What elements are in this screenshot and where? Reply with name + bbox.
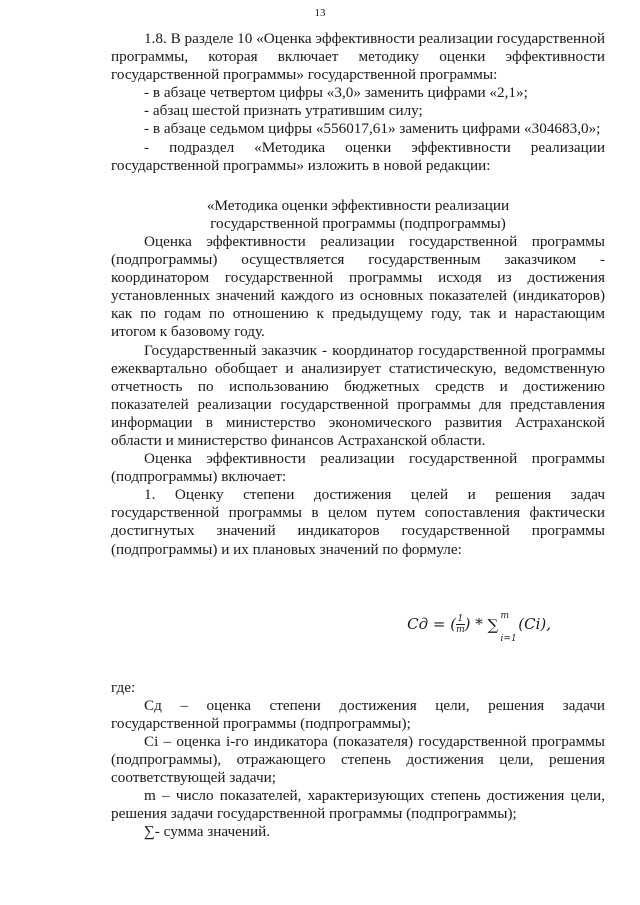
formula-eq: = ( xyxy=(428,614,457,633)
definition-m: m – число показателей, характеризующих степень достижения цели, решения задачи государственной программы (подпрограммы); xyxy=(111,787,605,823)
list-item-2: - абзац шестой признать утратившим силу; xyxy=(144,102,423,120)
paragraph-includes: Оценка эффективности реализации государственной программы (подпрограммы) включает: xyxy=(111,450,605,486)
formula-fraction-numerator: 1 xyxy=(457,614,464,625)
where-label: где: xyxy=(111,678,136,696)
document-body xyxy=(111,30,605,841)
paragraph-1-8: 1.8. В разделе 10 «Оценка эффективности реализации государственной программы, которая включает методику оценки эффективности государственной программы» государственной программы: xyxy=(111,30,605,84)
definition-sum: ∑- сумма значений. xyxy=(144,823,271,841)
sum-upper-limit: m xyxy=(500,610,510,621)
section-heading-line-1: «Методика оценки эффективности реализации xyxy=(206,196,510,214)
definition-cd: Сд – оценка степени достижения цели, решения задачи государственной программы (подпрограммы); xyxy=(111,696,605,732)
section-heading-line-2: государственной программы (подпрограммы) xyxy=(210,214,506,232)
list-item-1: - в абзаце четвертом цифры «3,0» заменить цифрами «2,1»; xyxy=(144,84,528,102)
formula-sum xyxy=(487,610,517,644)
page-number: 13 xyxy=(314,7,326,19)
formula-lhs: Сд xyxy=(407,614,429,633)
list-item-3: - в абзаце седьмом цифры «556017,61» заменить цифрами «304683,0»; xyxy=(144,120,601,138)
formula xyxy=(111,609,605,644)
list-item-4: - подраздел «Методика оценки эффективности реализации государственной программы» изложить в новой редакции: xyxy=(111,138,605,174)
sum-lower-limit: i=1 xyxy=(500,633,517,644)
paragraph-evaluation: Оценка эффективности реализации государственной программы (подпрограммы) осуществляется государственным заказчиком - координатором государственной программы исходя из достижения установленных значений каждого из основных показателей (индикаторов) как по годам по отношению к предыдущему году, так и нарастающим итогом к базовому году. xyxy=(111,232,605,341)
formula-fraction-denominator: m xyxy=(456,625,465,636)
formula-term: (Ci), xyxy=(518,614,551,633)
formula-fraction xyxy=(456,614,465,635)
paragraph-item-1: 1. Оценку степени достижения целей и решения задач государственной программы в целом путем сопоставления фактически достигнутых значений индикаторов государственной программы (подпрограммы) и их плановых значений по формуле: xyxy=(111,486,605,558)
formula-mult: ) * xyxy=(464,614,488,633)
paragraph-customer: Государственный заказчик - координатор государственной программы ежеквартально обобщает и анализирует статистическую, ведомственную отчетность по использованию бюджетных средств и достижению показателей реализации государственной программы для представления информации в министерство экономического развития Астраханской области и министерство финансов Астраханской области. xyxy=(111,341,605,449)
section-heading xyxy=(111,197,605,233)
definition-ci: Ci – оценка i-го индикатора (показателя) государственной программы (подпрограммы), отражающего степень достижения цели, решения соответствующей задачи; xyxy=(111,732,605,787)
sum-symbol: ∑ xyxy=(487,615,499,634)
